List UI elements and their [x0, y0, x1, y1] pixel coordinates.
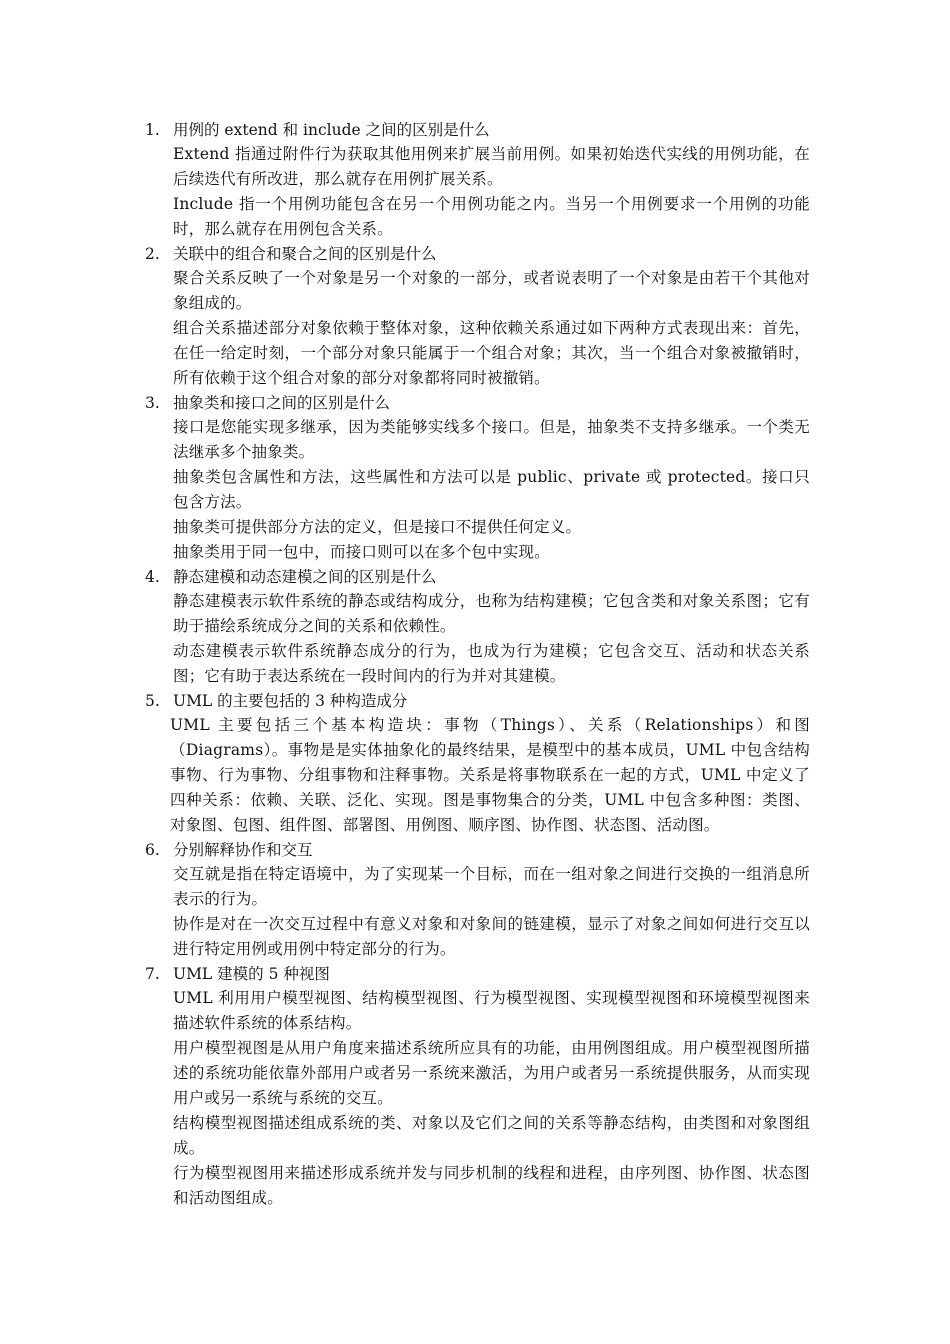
faq-item-5: [145, 689, 810, 838]
answer-paragraph: 聚合关系反映了一个对象是另一个对象的一部分，或者说表明了一个对象是由若干个其他对象组成的。: [173, 269, 810, 312]
question-text: 静态建模和动态建模之间的区别是什么: [173, 568, 437, 586]
answer-paragraph: 协作是对在一次交互过程中有意义对象和对象间的链建模，显示了对象之间如何进行交互以进行特定用例或用例中特定部分的行为。: [173, 915, 810, 958]
answer-paragraph: 组合关系描述部分对象依赖于整体对象，这种依赖关系通过如下两种方式表现出来：首先，在任一给定时刻，一个部分对象只能属于一个组合对象；其次，当一个组合对象被撤销时，所有依赖于这个组合对象的部分对象都将同时被撤销。: [173, 319, 810, 387]
item-number: 4.: [145, 568, 160, 586]
faq-item-1: [145, 118, 810, 242]
question-text: 分别解释协作和交互: [173, 841, 313, 859]
answer-paragraph: UML 利用用户模型视图、结构模型视图、行为模型视图、实现模型视图和环境模型视图来描述软件系统的体系结构。: [173, 989, 810, 1032]
item-number: 6.: [145, 841, 160, 859]
question-heading: [145, 391, 810, 415]
question-heading: [145, 838, 810, 862]
item-number: 7.: [145, 965, 160, 983]
answer-paragraph: UML 主要包括三个基本构造块：事物（Things）、关系（Relationships）和图（Diagrams）。事物是是实体抽象化的最终结果，是模型中的基本成员，UML 中包含结构事物、行为事物、分组事物和注释事物。关系是将事物联系在一起的方式，UML 中定义了四种关系：依赖、关联、泛化、实现。图是事物集合的分类，UML 中包含多种图：类图、对象图、包图、组件图、部署图、用例图、顺序图、协作图、状态图、活动图。: [170, 716, 810, 834]
answer-paragraph: 行为模型视图用来描述形成系统并发与同步机制的线程和进程，由序列图、协作图、状态图和活动图组成。: [173, 1164, 810, 1207]
question-text: UML 建模的 5 种视图: [173, 965, 330, 983]
faq-item-4: [145, 565, 810, 689]
question-text: 用例的 extend 和 include 之间的区别是什么: [173, 121, 490, 139]
answer-paragraph: Extend 指通过附件行为获取其他用例来扩展当前用例。如果初始迭代实线的用例功能，在后续迭代有所改进，那么就存在用例扩展关系。: [173, 145, 810, 188]
question-text: 关联中的组合和聚合之间的区别是什么: [173, 245, 437, 263]
question-heading: [145, 962, 810, 986]
question-heading: [145, 242, 810, 266]
item-number: 3.: [145, 394, 160, 412]
question-heading: [145, 118, 810, 142]
question-heading: [145, 565, 810, 589]
answer-paragraph: 结构模型视图描述组成系统的类、对象以及它们之间的关系等静态结构，由类图和对象图组成。: [173, 1114, 810, 1157]
answer-paragraph: 抽象类用于同一包中，而接口则可以在多个包中实现。: [173, 543, 550, 561]
answer-paragraph: 静态建模表示软件系统的静态或结构成分，也称为结构建模；它包含类和对象关系图；它有助于描绘系统成分之间的关系和依赖性。: [173, 592, 810, 635]
faq-item-3: [145, 391, 810, 565]
question-heading: [145, 689, 810, 713]
answer-paragraph: 抽象类可提供部分方法的定义，但是接口不提供任何定义。: [173, 518, 582, 536]
question-text: 抽象类和接口之间的区别是什么: [173, 394, 391, 412]
answer-paragraph: 抽象类包含属性和方法，这些属性和方法可以是 public、private 或 protected。接口只包含方法。: [173, 468, 810, 511]
faq-list: [145, 118, 810, 1211]
faq-item-7: [145, 962, 810, 1211]
item-number: 1.: [145, 121, 160, 139]
answer-paragraph: Include 指一个用例功能包含在另一个用例功能之内。当另一个用例要求一个用例的功能时，那么就存在用例包含关系。: [173, 195, 810, 238]
answer-paragraph: 动态建模表示软件系统静态成分的行为，也成为行为建模；它包含交互、活动和状态关系图；它有助于表达系统在一段时间内的行为并对其建模。: [173, 642, 810, 685]
faq-item-2: [145, 242, 810, 391]
question-text: UML 的主要包括的 3 种构造成分: [173, 692, 408, 710]
answer-paragraph: 用户模型视图是从用户角度来描述系统所应具有的功能，由用例图组成。用户模型视图所描述的系统功能依靠外部用户或者另一系统来激活，为用户或者另一系统提供服务，从而实现用户或另一系统与系统的交互。: [173, 1039, 810, 1107]
item-number: 5.: [145, 692, 160, 710]
faq-item-6: [145, 838, 810, 962]
answer-paragraph: 交互就是指在特定语境中，为了实现某一个目标，而在一组对象之间进行交换的一组消息所表示的行为。: [173, 865, 810, 908]
item-number: 2.: [145, 245, 160, 263]
answer-paragraph: 接口是您能实现多继承，因为类能够实线多个接口。但是，抽象类不支持多继承。一个类无法继承多个抽象类。: [173, 418, 810, 461]
